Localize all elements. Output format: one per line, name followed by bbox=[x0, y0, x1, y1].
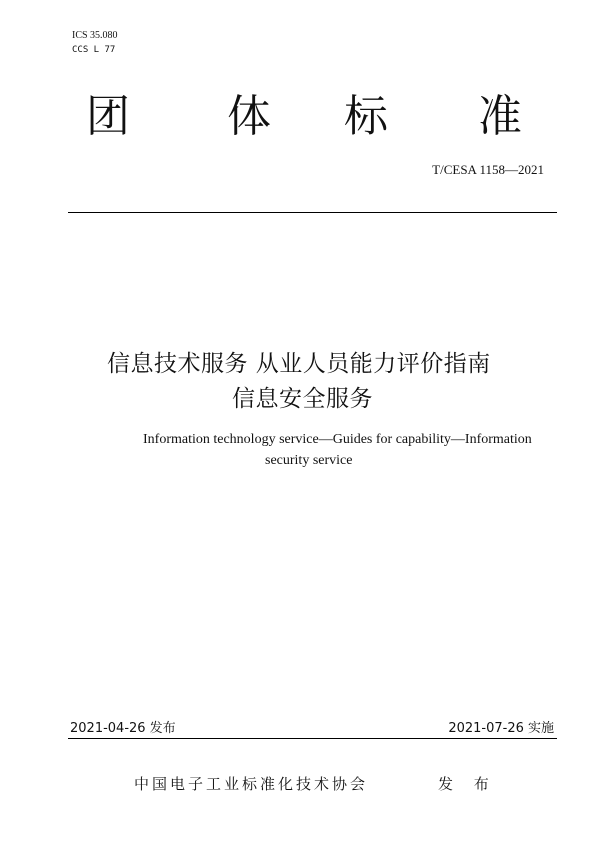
heading-char-3: 标 bbox=[344, 91, 388, 142]
top-divider bbox=[68, 212, 557, 213]
publish-label: 发 布 bbox=[438, 775, 497, 793]
title-cn-line1: 信息技术服务 从业人员能力评价指南 bbox=[107, 351, 491, 377]
heading-char-2: 体 bbox=[227, 91, 271, 142]
publish-date: 2021-04-26 发布 bbox=[70, 721, 176, 736]
implement-date: 2021-07-26 实施 bbox=[448, 721, 554, 736]
ics-code: ICS 35.080 bbox=[72, 30, 118, 41]
title-cn-line2: 信息安全服务 bbox=[232, 386, 373, 412]
bottom-divider bbox=[68, 738, 557, 739]
publishing-organization: 中国电子工业标准化技术协会 bbox=[134, 775, 369, 793]
ccs-code: CCS L 77 bbox=[72, 45, 116, 55]
title-en-line1: Information technology service—Guides for capability—Information bbox=[143, 432, 532, 447]
heading-char-1: 团 bbox=[86, 91, 130, 142]
heading-char-4: 准 bbox=[478, 91, 522, 142]
title-en-line2: security service bbox=[265, 453, 353, 468]
standard-number: T/CESA 1158—2021 bbox=[432, 162, 544, 177]
